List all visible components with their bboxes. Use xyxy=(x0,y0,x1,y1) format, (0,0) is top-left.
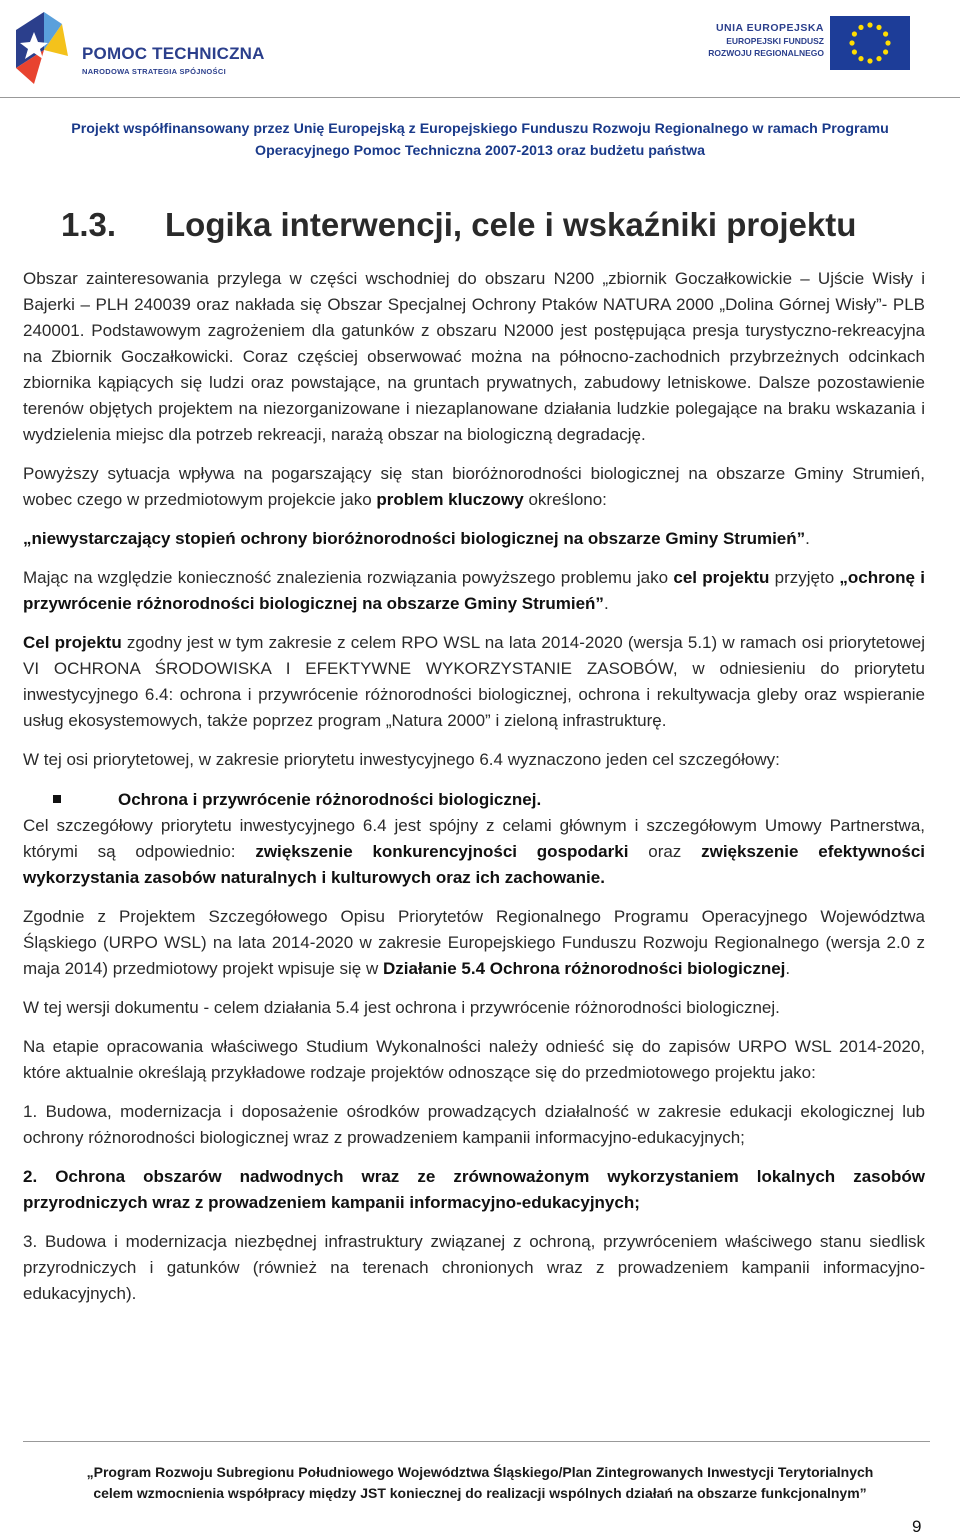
paragraph-urpo xyxy=(23,904,925,982)
project-funding-line1: Projekt współfinansowany przez Unię Europejską z Europejskiego Funduszu Rozwoju Regionalnego w ramach Programu xyxy=(71,121,889,137)
section-title: Logika interwencji, cele i wskaźniki projektu xyxy=(165,206,857,243)
page-header xyxy=(0,0,960,100)
bullet-text: Ochrona i przywrócenie różnorodności biologicznej. xyxy=(118,790,542,809)
paragraph-problem-statement xyxy=(23,526,925,552)
text-run: . xyxy=(603,594,609,613)
list-item xyxy=(23,787,925,813)
text-run: Powyższy sytuacja wpływa na pogarszający się stan bioróżnorodności biologicznej na obszarze Gminy Strumień, wobec czego w przedmiotowym projekcie jako xyxy=(23,464,925,509)
text-run: . xyxy=(785,959,791,978)
paragraph-project-goal xyxy=(23,565,925,617)
section-number: 1.3. xyxy=(61,206,117,243)
text-bold-goal-label: Cel projektu xyxy=(23,633,122,652)
paragraph-natura-area: Obszar zainteresowania przylega w części wschodniej do obszaru N200 „zbiornik Goczałkowickie – Ujście Wisły i Bajerki – PLH 240039 oraz nakłada się Obszar Specjalnej Ochrony Ptaków NATURA 2000 „Dolina Górnej Wisły”- PLB 240001. Podstawowym zagrożeniem dla gatunków z obszaru N2000 jest postępująca presja turystyczno-rekreacyjna na Zbiornik Goczałkowicki. Coraz częściej obserwować można na północno-zachodnich przybrzeżnych odcinkach zbiornika kąpiących się ludzi oraz powstające, na gruntach prywatnych, zabudowy letniskowe. Dalsze pozostawienie terenów objętych projektem na niezorganizowane i niezaplanowane działania ludzkie polegające na braku wskazania i wydzielenia miejsc dla potrzeb rekreacji, narażą obszar na biologiczną degradację. xyxy=(23,269,925,444)
text-run: Zgodnie z Projektem Szczegółowego Opisu Priorytetów Regionalnego Programu Operacyjnego Województwa Śląskiego (URPO WSL) na lata 2014-2020 w zakresie Europejskiego Funduszu Rozwoju Regionalnego (wersja 2.0 z maja 2014) przedmiotowy projekt wpisuje się w xyxy=(23,907,925,978)
eu-logo xyxy=(688,14,910,84)
paragraph-priority-axis: W tej osi priorytetowej, w zakresie priorytetu inwestycyjnego 6.4 wyznaczono jeden cel szczegółowy: xyxy=(23,750,780,769)
text-bold-action: Działanie 5.4 Ochrona różnorodności biologicznej xyxy=(383,959,786,978)
text-bold-competitiveness: zwiększenie konkurencyjności gospodarki xyxy=(255,842,629,861)
footer-line2: celem wzmocnienia współpracy między JST koniecznej do realizacji wspólnych działań na obszarze funkcjonalnym” xyxy=(93,1485,867,1501)
paragraph-rpo-alignment xyxy=(23,630,925,734)
text-bold-goal-statement: „ochronę i przywrócenie różnorodności biologicznej na obszarze Gminy Strumień” xyxy=(23,568,925,613)
text-run: przyjęto xyxy=(769,568,840,587)
paragraph-partnership xyxy=(23,813,925,891)
pomoc-techniczna-logo xyxy=(14,10,274,90)
text-bold-problem-statement: „niewystarczający stopień ochrony bioróżnorodności biologicznej na obszarze Gminy Strumień” xyxy=(23,529,806,548)
text-run: Cel szczegółowy priorytetu inwestycyjnego 6.4 jest spójny z celami głównym i szczegółowym Umowy Partnerstwa, którymi są odpowiednio: xyxy=(23,816,925,861)
text-run: określono: xyxy=(523,490,607,509)
project-funding-line2: Operacyjnego Pomoc Techniczna 2007-2013 oraz budżetu państwa xyxy=(255,143,705,159)
eu-logo-text xyxy=(708,22,824,58)
pomoc-techniczna-emblem-icon xyxy=(14,10,74,86)
eu-logo-line2: EUROPEJSKI FUNDUSZ xyxy=(726,36,824,46)
page-number: 9 xyxy=(912,1517,922,1536)
text-run: zgodny jest w tym zakresie z celem RPO WSL na lata 2014-2020 (wersja 5.1) w ramach osi priorytetowej VI OCHRONA ŚRODOWISKA I EFEKTYWNE WYKORZYSTANIE ZASOBÓW, w odniesieniu do priorytetu inwestycyjnego 6.4: ochrona i przywrócenie różnorodności biologicznej, ochrona i rekultywacja gleby oraz wspieranie usług ekosystemowych, także poprzez program „Natura 2000” i zieloną infrastrukturę. xyxy=(23,633,925,730)
list-item-2-text: 2. Ochrona obszarów nadwodnych wraz ze zrównoważonym wykorzystaniem lokalnych zasobów przyrodniczych wraz z prowadzeniem kampanii informacyjno-edukacyjnych; xyxy=(23,1167,925,1212)
eu-logo-line1: UNIA EUROPEJSKA xyxy=(715,22,824,34)
eu-logo-line3: ROZWOJU REGIONALNEGO xyxy=(708,48,824,58)
pomoc-techniczna-subtitle: NARODOWA STRATEGIA SPÓJNOŚCI xyxy=(82,67,226,76)
footer-divider xyxy=(23,1441,930,1442)
list-item-2 xyxy=(23,1164,925,1216)
paragraph-feasibility: Na etapie opracowania właściwego Studium Wykonalności należy odnieść się do zapisów URPO WSL 2014-2020, które aktualnie określają przykładowe rodzaje projektów odnoszące się do przedmiotowego projektu jako: xyxy=(23,1037,925,1082)
text-bold-efficiency: zwiększenie efektywności wykorzystania zasobów naturalnych i kulturowych oraz ich zachowanie. xyxy=(23,842,925,887)
text-bold-key-problem: problem kluczowy xyxy=(376,490,524,509)
header-divider xyxy=(0,97,960,98)
text-run: oraz xyxy=(628,842,702,861)
document-body xyxy=(23,206,925,1320)
text-run: . xyxy=(805,529,810,548)
bullet-square-icon xyxy=(53,795,61,803)
list-item-3: 3. Budowa i modernizacja niezbędnej infrastruktury związanej z ochroną, przywróceniem właściwego stanu siedlisk przyrodniczych i gatunków (również na terenach chronionych wraz z prowadzeniem kampanii informacyjno-edukacyjnych). xyxy=(23,1232,925,1303)
eu-flag-icon xyxy=(830,16,910,70)
footer-line1: „Program Rozwoju Subregionu Południowego Województwa Śląskiego/Plan Zintegrowanych Inwestycji Terytorialnych xyxy=(86,1464,874,1480)
paragraph-key-problem xyxy=(23,461,925,513)
text-bold-goal-label: cel projektu xyxy=(673,568,770,587)
section-heading xyxy=(61,206,925,244)
paragraph-document-version: W tej wersji dokumentu - celem działania 5.4 jest ochrona i przywrócenie różnorodności biologicznej. xyxy=(23,998,780,1017)
pomoc-techniczna-title: POMOC TECHNICZNA xyxy=(82,44,265,63)
list-item-1: 1. Budowa, modernizacja i doposażenie ośrodków prowadzących działalność w zakresie edukacji ekologicznej lub ochrony różnorodności biologicznej wraz z prowadzeniem kampanii informacyjno-edukacyjnych; xyxy=(23,1102,925,1147)
text-run: Mając na względzie konieczność znalezienia rozwiązania powyższego problemu jako xyxy=(23,568,674,587)
